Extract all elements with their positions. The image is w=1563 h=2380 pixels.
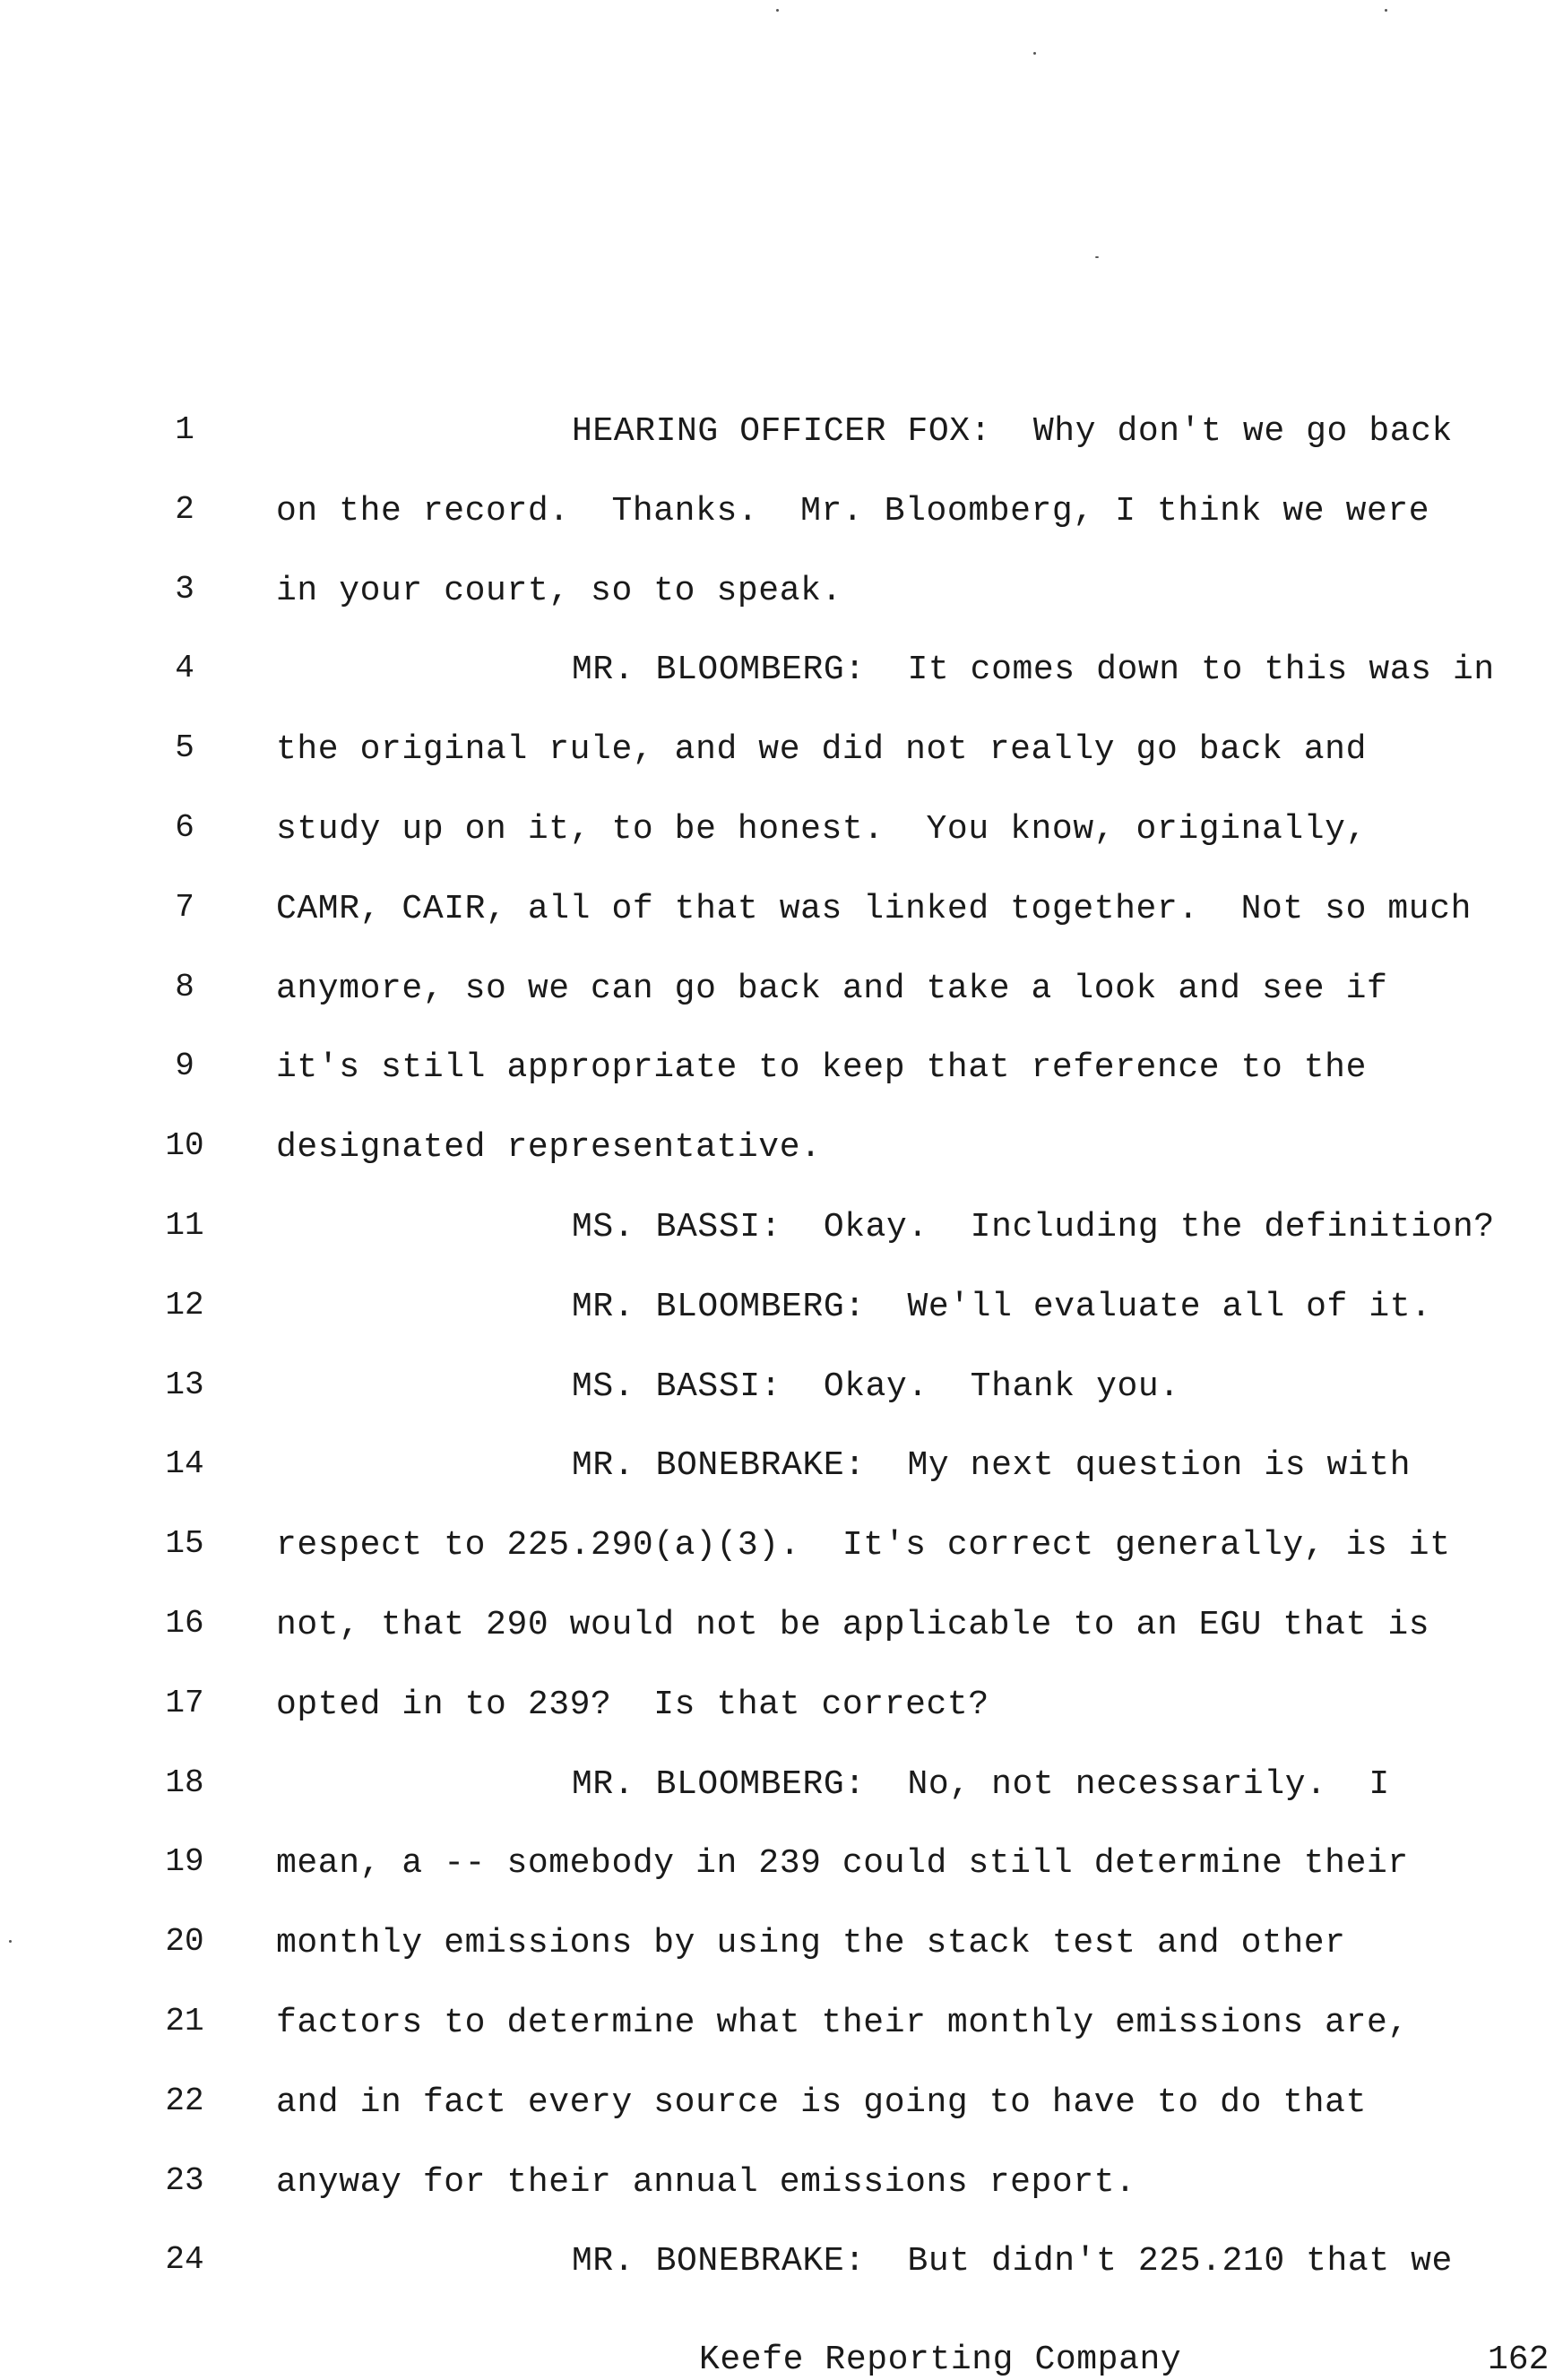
transcript-line [0,1039,1563,1119]
line-number: 15 [165,1525,204,1563]
line-number: 19 [165,1843,204,1881]
scan-speck [776,9,779,12]
line-text: it's still appropriate to keep that reference to the [276,1048,1367,1088]
scan-speck [1095,256,1099,258]
line-text: anymore, so we can go back and take a look and see if [276,969,1388,1008]
line-text: mean, a -- somebody in 239 could still determine their [276,1844,1409,1884]
transcript-line [0,721,1563,801]
line-text: MR. BLOOMBERG: We'll evaluate all of it. [572,1287,1432,1326]
line-number: 5 [175,729,194,767]
line-text: CAMR, CAIR, all of that was linked together. Not so much [276,889,1472,928]
line-text: opted in to 239? Is that correct? [276,1685,989,1724]
transcript-line [0,2154,1563,2234]
transcript-line [0,2233,1563,2313]
line-number: 2 [175,490,194,528]
line-number: 12 [165,1286,204,1324]
transcript-line [0,1119,1563,1199]
line-text: MR. BONEBRAKE: My next question is with [572,1446,1412,1486]
line-number: 22 [165,2082,204,2119]
transcript-line [0,483,1563,563]
line-number: 17 [165,1684,204,1721]
line-text: MS. BASSI: Okay. Including the definition? [572,1207,1495,1246]
line-number: 16 [165,1604,204,1642]
line-text: and in fact every source is going to have to do that [276,2082,1367,2122]
line-text: not, that 290 would not be applicable to an EGU that is [276,1605,1430,1644]
transcript-body [0,403,1563,2313]
line-number: 10 [165,1127,204,1165]
transcript-line [0,1437,1563,1517]
line-text: HEARING OFFICER FOX: Why don't we go back [572,412,1453,451]
reporting-company: Keefe Reporting Company [699,2341,1182,2379]
page-footer [0,2341,1563,2379]
transcript-line [0,1677,1563,1756]
line-number: 23 [165,2161,204,2199]
line-number: 11 [165,1206,204,1244]
transcript-line [0,961,1563,1040]
line-number: 6 [175,808,194,846]
line-text: MS. BASSI: Okay. Thank you. [572,1367,1180,1406]
transcript-line [0,1995,1563,2074]
line-text: in your court, so to speak. [276,571,842,610]
scan-speck [1385,9,1387,12]
line-number: 21 [165,2002,204,2039]
transcript-line [0,2074,1563,2154]
transcript-line [0,1358,1563,1438]
line-text: MR. BONEBRAKE: But didn't 225.210 that we [572,2242,1453,2281]
line-number: 14 [165,1445,204,1483]
line-number: 9 [175,1048,194,1085]
line-number: 24 [165,2241,204,2279]
line-number: 4 [175,650,194,687]
line-number: 1 [175,411,194,448]
line-number: 7 [175,888,194,926]
transcript-line [0,1756,1563,1836]
line-text: monthly emissions by using the stack test and other [276,1924,1346,1963]
scan-speck [1033,52,1036,55]
line-text: respect to 225.290(a)(3). It's correct generally, is it [276,1526,1451,1565]
line-number: 18 [165,1763,204,1801]
line-text: MR. BLOOMBERG: No, not necessarily. I [572,1764,1390,1804]
transcript-line [0,881,1563,961]
line-text: the original rule, and we did not really go back and [276,730,1367,770]
line-number: 8 [175,968,194,1005]
line-text: designated representative. [276,1128,822,1168]
transcript-line [0,563,1563,642]
transcript-line [0,1835,1563,1915]
transcript-line [0,642,1563,721]
page-number: 162 [1488,2341,1550,2379]
transcript-line [0,1279,1563,1358]
transcript-line [0,403,1563,483]
transcript-line [0,1915,1563,1995]
transcript-line [0,1517,1563,1597]
line-number: 20 [165,1923,204,1961]
transcript-line [0,1597,1563,1677]
line-number: 13 [165,1366,204,1403]
transcript-line [0,1199,1563,1279]
transcript-line [0,801,1563,881]
line-number: 3 [175,570,194,608]
line-text: on the record. Thanks. Mr. Bloomberg, I think we were [276,491,1430,530]
line-text: anyway for their annual emissions report. [276,2162,1136,2202]
line-text: study up on it, to be honest. You know, originally, [276,809,1367,849]
line-text: MR. BLOOMBERG: It comes down to this was in [572,651,1495,690]
line-text: factors to determine what their monthly emissions are, [276,2003,1409,2042]
